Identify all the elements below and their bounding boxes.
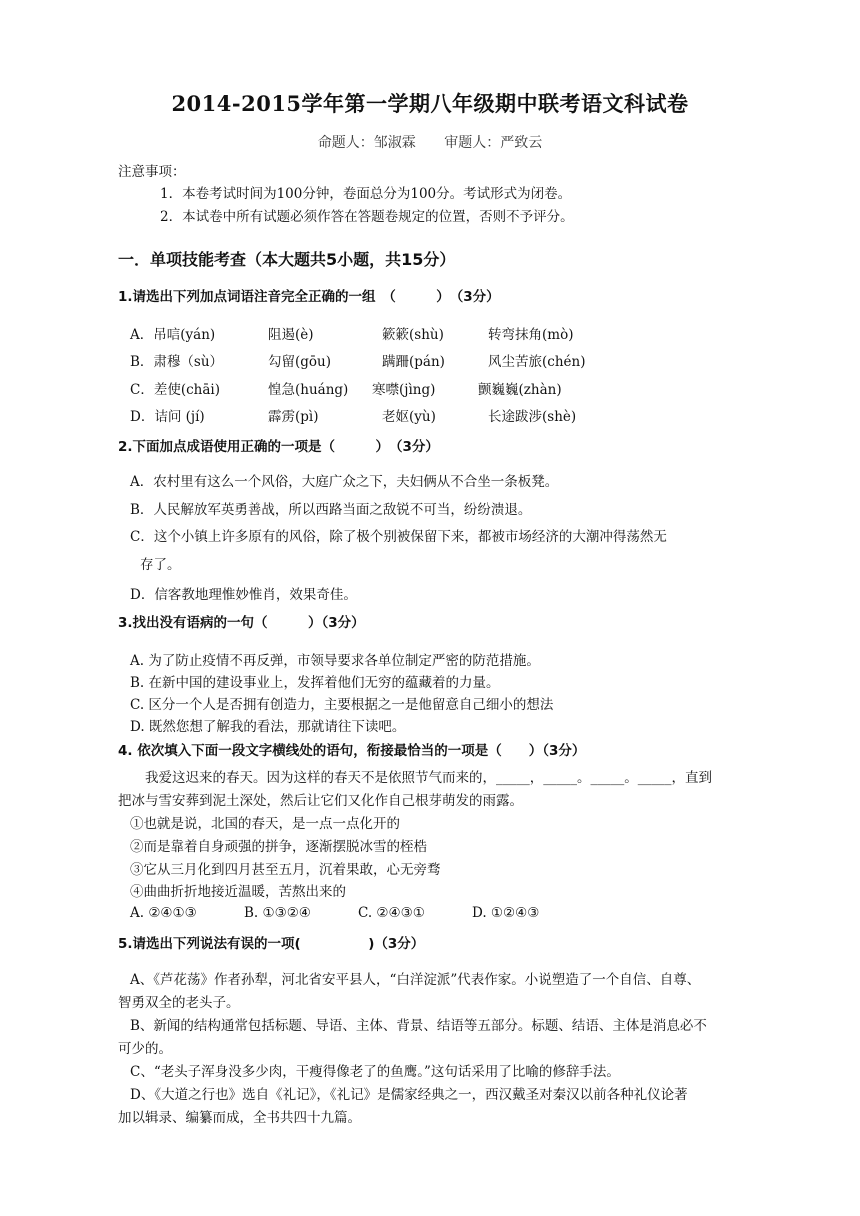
q4-item: ②而是靠着自身顽强的拼争，逐渐摆脱冰雪的桎梏 <box>130 839 427 855</box>
section-title: 一．单项技能考查（本大题共5小题，共15分） <box>118 250 456 269</box>
q1-cell: 颤巍巍(zhàn) <box>478 382 562 398</box>
exam-title: 2014-2015学年第一学期八年级期中联考语文科试卷 <box>171 91 689 116</box>
q1-cell: D．诘问 (jí) <box>130 409 205 425</box>
question-2-prompt: 2.下面加点成语使用正确的一项是（ ） （3分） <box>118 439 439 455</box>
q2-option-b: B．人民解放军英勇善战，所以西路当面之敌锐不可当，纷纷溃退。 <box>130 502 532 518</box>
q3-option-d: D. 既然您想了解我的看法，那就请往下读吧。 <box>130 719 406 735</box>
q5-line: 可少的。 <box>118 1041 172 1057</box>
q4-item: ①也就是说，北国的春天，是一点一点化开的 <box>130 816 400 832</box>
q1-cell: C．差使(chāi) <box>130 382 220 398</box>
notice-heading: 注意事项： <box>118 164 186 180</box>
q1-cell: B．肃穆（sù） <box>130 354 224 370</box>
q4-item: ④曲曲折折地接近温暖，苦熬出来的 <box>130 884 346 900</box>
authors-line <box>0 132 860 152</box>
q1-cell: 风尘苦旅(chén) <box>488 354 586 370</box>
q3-option-a: A. 为了防止疫情不再反弹，市领导要求各单位制定严密的防范措施。 <box>130 653 540 669</box>
q3-option-b: B. 在新中国的建设事业上，发挥着他们无穷的蕴藏着的力量。 <box>130 675 500 691</box>
q3-option-c: C. 区分一个人是否拥有创造力，主要根据之一是他留意自己细小的想法 <box>130 697 554 713</box>
notice-item: 1．本卷考试时间为100分钟，卷面总分为100分。考试形式为闭卷。 <box>160 186 572 202</box>
q1-cell: A．吊唁(yán) <box>130 327 216 343</box>
q4-choice: C. ②④③① <box>358 905 425 921</box>
q5-line: 智勇双全的老头子。 <box>118 995 240 1011</box>
question-3-prompt: 3.找出没有语病的一句（ ）（3分） <box>118 615 365 631</box>
q1-cell: 惶急(huáng) <box>268 382 349 398</box>
q4-choice: D. ①②④③ <box>472 905 540 921</box>
q4-item: ③它从三月化到四月甚至五月，沉着果敢，心无旁骛 <box>130 862 441 878</box>
reviewer-name: 审题人：严致云 <box>444 135 543 151</box>
setter-name: 命题人：邹淑霖 <box>317 135 416 151</box>
q2-option-c: C．这个小镇上许多原有的风俗，除了极个别被保留下来，都被市场经济的大潮冲得荡然无 <box>130 529 667 545</box>
q4-choice: B. ①③②④ <box>244 905 311 921</box>
q1-cell: 霹雳(pì) <box>268 409 319 425</box>
q1-cell: 簌簌(shù) <box>382 327 444 343</box>
q2-option-c-cont: 存了。 <box>140 557 181 573</box>
q1-cell: 老妪(yù) <box>382 409 436 425</box>
q5-line: D、《大道之行也》选自《礼记》，《礼记》是儒家经典之一，西汉戴圣对秦汉以前各种礼仪论著 <box>130 1087 688 1103</box>
question-5-prompt: 5.请选出下列说法有误的一项( )（3分） <box>118 936 425 952</box>
q1-cell: 阻遏(è) <box>268 327 314 343</box>
q5-line: C、“老头子浑身没多少肉，干瘦得像老了的鱼鹰。”这句话采用了比喻的修辞手法。 <box>130 1064 620 1080</box>
q2-option-a: A．农村里有这么一个风俗，大庭广众之下，夫妇俩从不合坐一条板凳。 <box>130 474 559 490</box>
q1-cell: 寒噤(jìng) <box>372 382 436 398</box>
q5-line: 加以辑录、编纂而成，全书共四十九篇。 <box>118 1110 361 1126</box>
q1-cell: 转弯抹角(mò) <box>488 327 574 343</box>
q4-choice: A. ②④①③ <box>130 905 197 921</box>
question-4-prompt: 4. 依次填入下面一段文字横线处的语句，衔接最恰当的一项是（ ）（3分） <box>118 743 586 759</box>
q1-cell: 蹒跚(pán) <box>382 354 445 370</box>
q1-cell: 勾留(gōu) <box>268 354 331 370</box>
q1-cell: 长途跋涉(shè) <box>488 409 577 425</box>
q4-passage-line: 我爱这迟来的春天。因为这样的春天不是依照节气而来的，_____，_____。_____。_____，直到 <box>118 770 712 786</box>
question-1-prompt: 1.请选出下列加点词语注音完全正确的一组 （ ） （3分） <box>118 289 500 305</box>
q2-option-d: D．信客教地理惟妙惟肖，效果奇佳。 <box>130 587 357 603</box>
q5-line: A、《芦花荡》作者孙犁，河北省安平县人，“白洋淀派”代表作家。小说塑造了一个自信、自尊、 <box>130 972 701 988</box>
q5-line: B、新闻的结构通常包括标题、导语、主体、背景、结语等五部分。标题、结语、主体是消息必不 <box>130 1018 707 1034</box>
notice-item: 2．本试卷中所有试题必须作答在答题卷规定的位置，否则不予评分。 <box>160 209 574 225</box>
q4-passage-line: 把冰与雪安葬到泥土深处，然后让它们又化作自己根芽萌发的雨露。 <box>118 793 523 809</box>
